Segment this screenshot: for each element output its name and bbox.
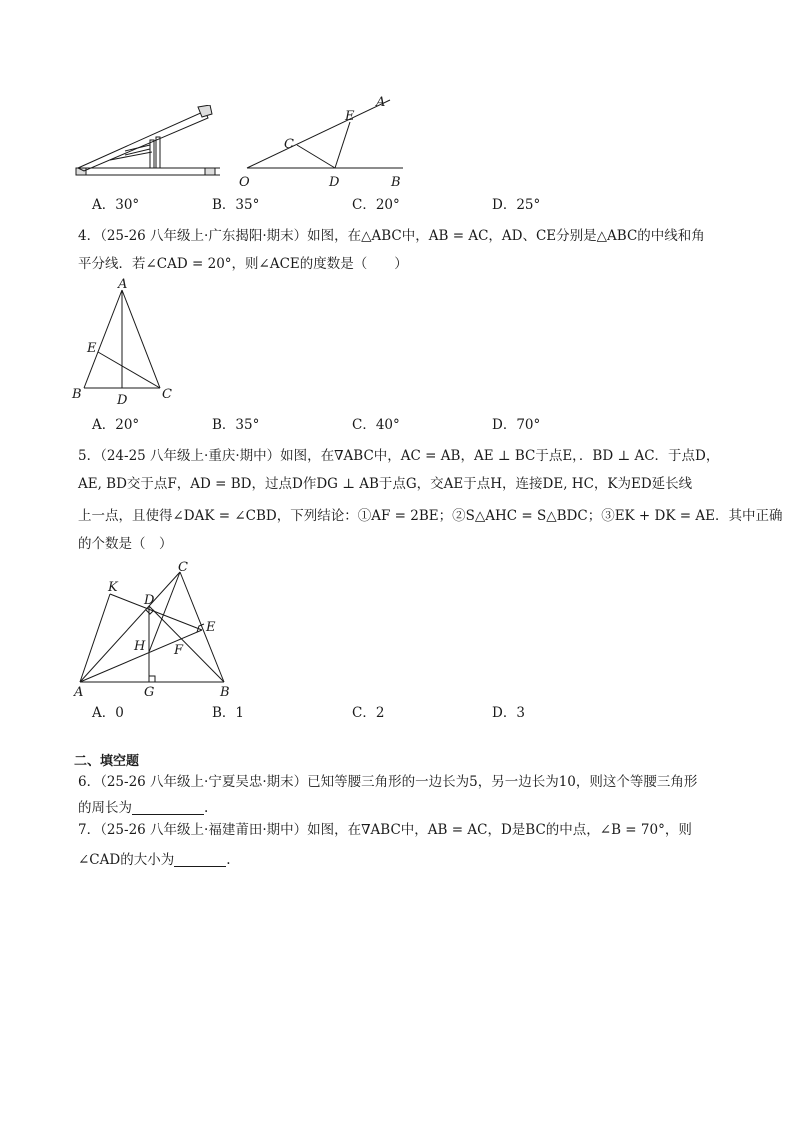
q7-stem-line2 [78, 850, 231, 870]
q4-stem-line2: 平分线．若∠CAD = 20°，则∠ACE的度数是（ ） [78, 256, 408, 272]
q5-stem-line1: 5．（24-25 八年级上·重庆·期中）如图，在∇ABC中，AC = AB，AE ⊥ BC于点E，．BD ⊥ AC．于点D， [78, 448, 720, 464]
q4-stem-line1: 4．（25-26 八年级上·广东揭阳·期末）如图，在△ABC中，AB = AC，AD、CE分别是△ABC的中线和角 [78, 228, 705, 244]
q5-label-B: B [220, 685, 230, 700]
q5-label-H: H [134, 639, 146, 654]
q4-label-D: D [117, 393, 128, 406]
q3-option-b[interactable]: B．35° [212, 197, 260, 213]
section-title: 二、填空题 [74, 754, 140, 769]
q7-stem-line1: 7．（25-26 八年级上·福建莆田·期中）如图，在∇ABC中，AB = AC，D是BC的中点，∠B = 70°，则 [78, 822, 692, 838]
q5-label-F: F [174, 643, 184, 658]
q5-label-A: A [74, 685, 84, 700]
q5-stem-line2: AE, BD交于点F，AD = BD，过点D作DG ⊥ AB于点G，交AE于点H，连接DE, HC，K为ED延长线 [78, 476, 693, 492]
q4-label-B: B [72, 387, 82, 402]
q5-option-b[interactable]: B．1 [212, 705, 245, 721]
q5-label-E: E [206, 620, 216, 635]
q4-label-E: E [87, 341, 97, 356]
q3-label-O: O [239, 175, 250, 190]
q5-option-a[interactable]: A．0 [92, 705, 124, 721]
q5-label-D: D [144, 593, 155, 608]
q3-label-A: A [376, 95, 386, 110]
q4-option-c[interactable]: C．40° [352, 417, 400, 433]
q7-suffix: . [226, 852, 231, 868]
q5-stem-line3: 上一点，且使得∠DAK = ∠CBD，下列结论：①AF = 2BE；②S△AHC = S△BDC；③EK + DK = AE．其中正确 [78, 508, 783, 524]
q3-label-E: E [345, 109, 355, 124]
q5-option-d[interactable]: D．3 [492, 705, 525, 721]
q3-figure-angle [235, 92, 410, 192]
q6-stem-line2 [78, 798, 208, 818]
q4-label-C: C [162, 387, 172, 402]
q3-label-B: B [391, 175, 401, 190]
q3-option-c[interactable]: C．20° [352, 197, 400, 213]
q3-figure-ladder [70, 105, 220, 185]
q5-stem-line4: 的个数是（ ） [78, 536, 173, 552]
q3-option-a[interactable]: A．30° [92, 197, 140, 213]
q3-label-C: C [284, 137, 294, 152]
q5-figure-triangle [68, 558, 248, 700]
q6-suffix: . [204, 800, 209, 816]
q5-label-K: K [108, 580, 118, 595]
q5-option-c[interactable]: C．2 [352, 705, 385, 721]
q5-label-G: G [144, 685, 155, 700]
q6-prefix: 的周长为 [78, 800, 132, 816]
q4-option-b[interactable]: B．35° [212, 417, 260, 433]
q4-label-A: A [118, 277, 128, 292]
q3-label-D: D [329, 175, 340, 190]
q7-prefix: ∠CAD的大小为 [78, 852, 175, 868]
q6-stem-line1: 6．（25-26 八年级上·宁夏吴忠·期末）已知等腰三角形的一边长为5，另一边长为10，则这个等腰三角形 [78, 774, 698, 790]
q5-label-C: C [178, 560, 188, 575]
q4-figure-triangle [68, 276, 188, 406]
q7-answer-blank[interactable] [174, 852, 226, 867]
q4-option-d[interactable]: D．70° [492, 417, 541, 433]
q6-answer-blank[interactable] [132, 800, 204, 815]
q3-option-d[interactable]: D．25° [492, 197, 541, 213]
q4-option-a[interactable]: A．20° [92, 417, 140, 433]
